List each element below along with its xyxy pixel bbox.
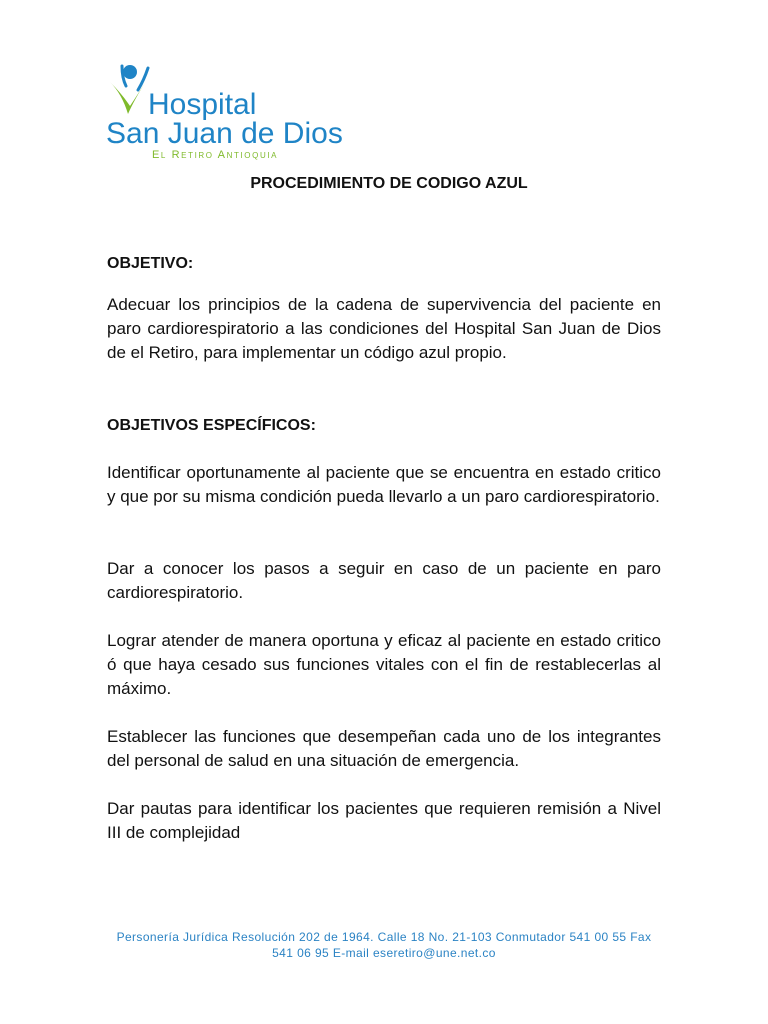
footer-line-contact: 541 06 95 E-mail eseretiro@une.net.co <box>272 946 496 960</box>
objective-heading: OBJETIVO: <box>107 255 194 272</box>
logo-text-location: El Retiro Antioquia <box>152 149 279 161</box>
footer-line-address: Personería Jurídica Resolución 202 de 1964. Calle 18 No. 21-103 Conmutador 541 00 55 Fax <box>116 930 652 944</box>
specific-objectives-heading: OBJETIVOS ESPECÍFICOS: <box>107 417 316 434</box>
page-footer <box>0 929 768 961</box>
specific-objective-item: Dar a conocer los pasos a seguir en caso de un paciente en paro cardiorespiratorio. <box>107 559 661 602</box>
specific-objective-item: Lograr atender de manera oportuna y eficaz al paciente en estado critico ó que haya cesado sus funciones vitales con el fin de restablecerlas al máximo. <box>107 631 661 698</box>
specific-objective-item: Identificar oportunamente al paciente que se encuentra en estado critico y que por su misma condición pueda llevarlo a un paro cardiorespiratorio. <box>107 463 661 506</box>
specific-objective-item: Establecer las funciones que desempeñan cada uno de los integrantes del personal de salud en una situación de emergencia. <box>107 727 661 770</box>
page-title: PROCEDIMIENTO DE CODIGO AZUL <box>250 175 528 192</box>
objective-paragraph: Adecuar los principios de la cadena de supervivencia del paciente en paro cardiorespiratorio a las condiciones del Hospital San Juan de Dios de el Retiro, para implementar un código azul propio. <box>107 295 661 362</box>
hospital-logo <box>104 60 344 164</box>
specific-objective-item: Dar pautas para identificar los pacientes que requieren remisión a Nivel III de complejidad <box>107 799 661 842</box>
logo-text-name: San Juan de Dios <box>106 117 343 150</box>
logo-text-hospital: Hospital <box>148 88 257 121</box>
